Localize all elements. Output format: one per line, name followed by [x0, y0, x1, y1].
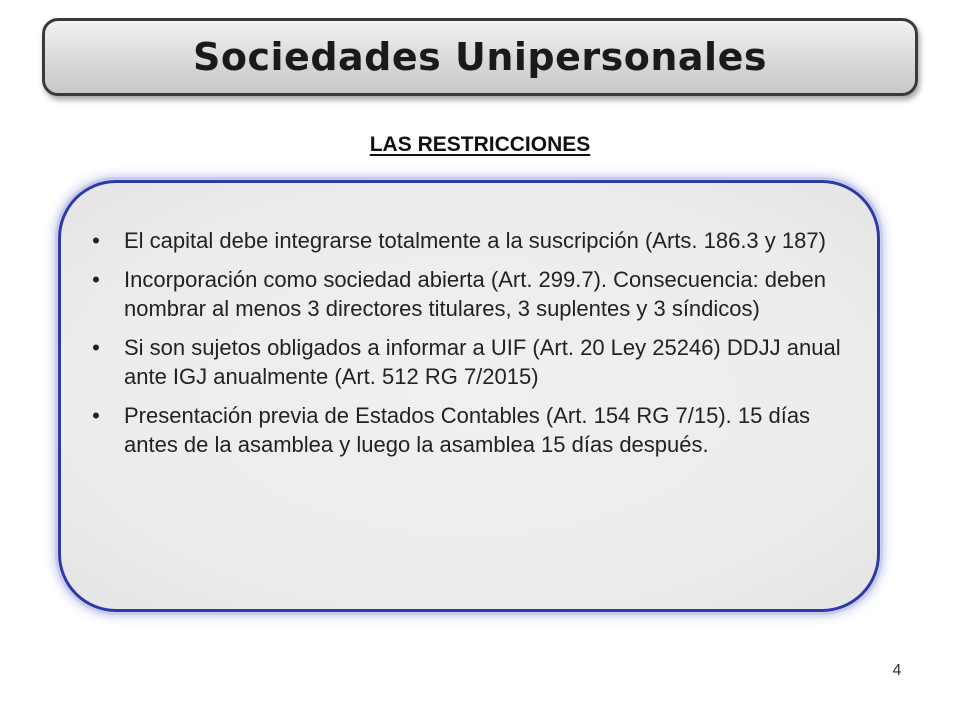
bullet-icon: •: [92, 403, 100, 428]
restrictions-list: [86, 226, 856, 469]
bullet-icon: •: [92, 267, 100, 292]
slide-title: Sociedades Unipersonales: [193, 35, 767, 79]
list-item: [86, 333, 856, 391]
bullet-icon: •: [92, 228, 100, 253]
list-item-text: El capital debe integrarse totalmente a la suscripción (Arts. 186.3 y 187): [124, 228, 826, 253]
list-item-text: Presentación previa de Estados Contables (Art. 154 RG 7/15). 15 días antes de la asamblea y luego la asamblea 15 días después.: [124, 403, 811, 457]
list-item: [86, 401, 856, 459]
list-item: [86, 265, 856, 323]
title-banner: [42, 18, 918, 96]
section-heading: LAS RESTRICCIONES: [369, 133, 591, 156]
bullet-icon: •: [92, 335, 100, 360]
list-item-text: Si son sujetos obligados a informar a UIF (Art. 20 Ley 25246) DDJJ anual ante IGJ anualmente (Art. 512 RG 7/2015): [124, 335, 841, 389]
list-item-text: Incorporación como sociedad abierta (Art. 299.7). Consecuencia: deben nombrar al menos 3 directores titulares, 3 suplentes y 3 síndicos): [124, 267, 826, 321]
page-number: 4: [892, 662, 902, 679]
list-item: [86, 226, 856, 255]
